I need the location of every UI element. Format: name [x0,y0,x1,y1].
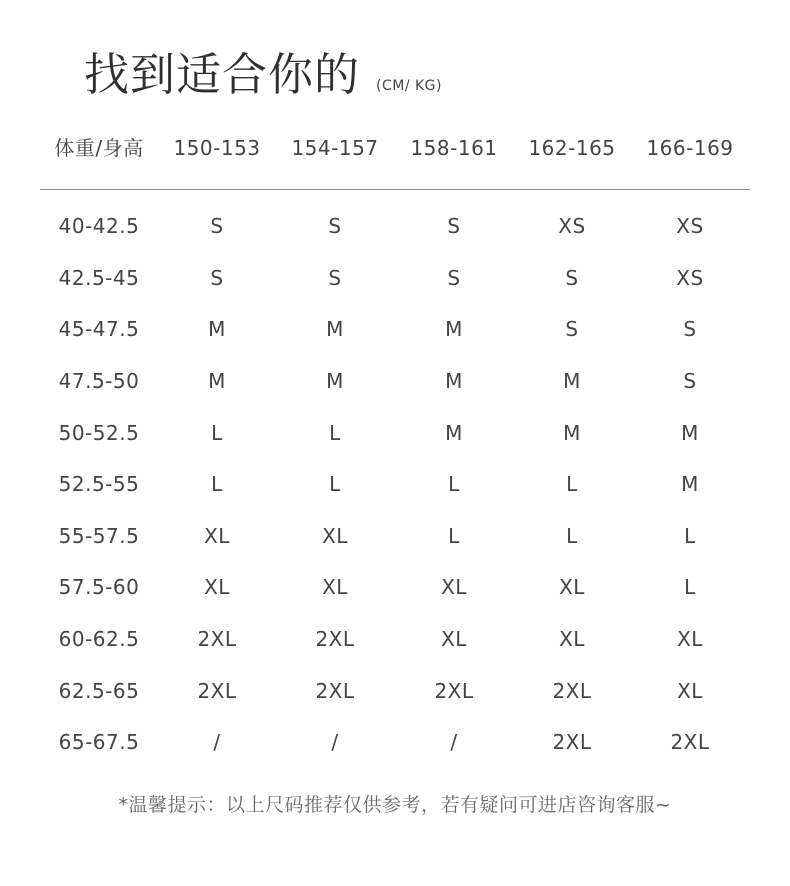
size-cell: L [566,472,578,496]
table-row [40,252,750,304]
size-cell: XL [441,575,467,599]
size-cell: L [329,472,341,496]
title-block [84,38,442,108]
size-table [40,200,750,768]
size-cell: M [563,421,581,445]
size-cell: M [208,317,226,341]
size-cell: L [448,472,460,496]
size-cell: XL [677,679,703,703]
weight-cell: 62.5-65 [58,679,140,703]
size-cell: L [566,524,578,548]
size-cell: S [565,266,579,290]
size-cell: M [326,369,344,393]
size-cell: 2XL [434,679,474,703]
size-cell: XL [204,575,230,599]
table-row [40,510,750,562]
page-title: 找到适合你的 [84,48,361,101]
header-height-166-169: 166-169 [646,136,734,160]
header-height-154-157: 154-157 [291,136,379,160]
size-cell: M [445,421,463,445]
weight-cell: 47.5-50 [58,369,140,393]
weight-cell: 65-67.5 [58,730,140,754]
size-cell: M [445,317,463,341]
size-cell: L [211,472,223,496]
size-cell: M [445,369,463,393]
unit-label: (CM/ KG) [376,78,442,94]
size-cell: L [211,421,223,445]
table-row [40,407,750,459]
weight-cell: 50-52.5 [58,421,140,445]
size-cell: S [683,317,697,341]
weight-cell: 55-57.5 [58,524,140,548]
size-note: *温馨提示：以上尺码推荐仅供参考，若有疑问可进店咨询客服~ [118,794,672,816]
size-cell: 2XL [670,730,710,754]
size-cell: S [447,266,461,290]
size-cell: S [328,266,342,290]
size-cell: S [565,317,579,341]
size-cell: / [331,730,339,754]
size-cell: XS [676,214,704,238]
size-cell: XL [677,627,703,651]
table-row [40,303,750,355]
size-cell: XS [558,214,586,238]
size-cell: L [448,524,460,548]
size-cell: S [210,214,224,238]
header-divider [40,189,750,190]
size-cell: / [213,730,221,754]
size-cell: XL [441,627,467,651]
size-cell: 2XL [315,627,355,651]
size-cell: 2XL [552,730,592,754]
size-cell: XL [322,575,348,599]
size-cell: S [683,369,697,393]
size-cell: M [681,472,699,496]
weight-cell: 52.5-55 [58,472,140,496]
table-row [40,665,750,717]
header-height-150-153: 150-153 [173,136,261,160]
size-cell: S [447,214,461,238]
weight-cell: 40-42.5 [58,214,140,238]
size-cell: 2XL [197,679,237,703]
weight-cell: 57.5-60 [58,575,140,599]
size-cell: L [329,421,341,445]
size-cell: 2XL [552,679,592,703]
table-row [40,458,750,510]
header-height-158-161: 158-161 [410,136,498,160]
size-cell: XL [559,627,585,651]
size-cell: / [450,730,458,754]
size-cell: M [326,317,344,341]
size-cell: 2XL [315,679,355,703]
header-height-162-165: 162-165 [528,136,616,160]
size-table-header [40,126,750,170]
size-cell: XL [204,524,230,548]
size-cell: XL [322,524,348,548]
size-cell: M [563,369,581,393]
size-cell: L [684,575,696,599]
table-row [40,355,750,407]
weight-cell: 60-62.5 [58,627,140,651]
size-cell: L [684,524,696,548]
table-row [40,200,750,252]
weight-cell: 42.5-45 [58,266,140,290]
table-row [40,613,750,665]
header-weight-height: 体重/身高 [54,136,144,160]
table-row [40,561,750,613]
weight-cell: 45-47.5 [58,317,140,341]
size-cell: S [210,266,224,290]
size-cell: XL [559,575,585,599]
table-row [40,716,750,768]
size-cell: M [681,421,699,445]
size-cell: S [328,214,342,238]
size-cell: M [208,369,226,393]
size-cell: XS [676,266,704,290]
size-cell: 2XL [197,627,237,651]
